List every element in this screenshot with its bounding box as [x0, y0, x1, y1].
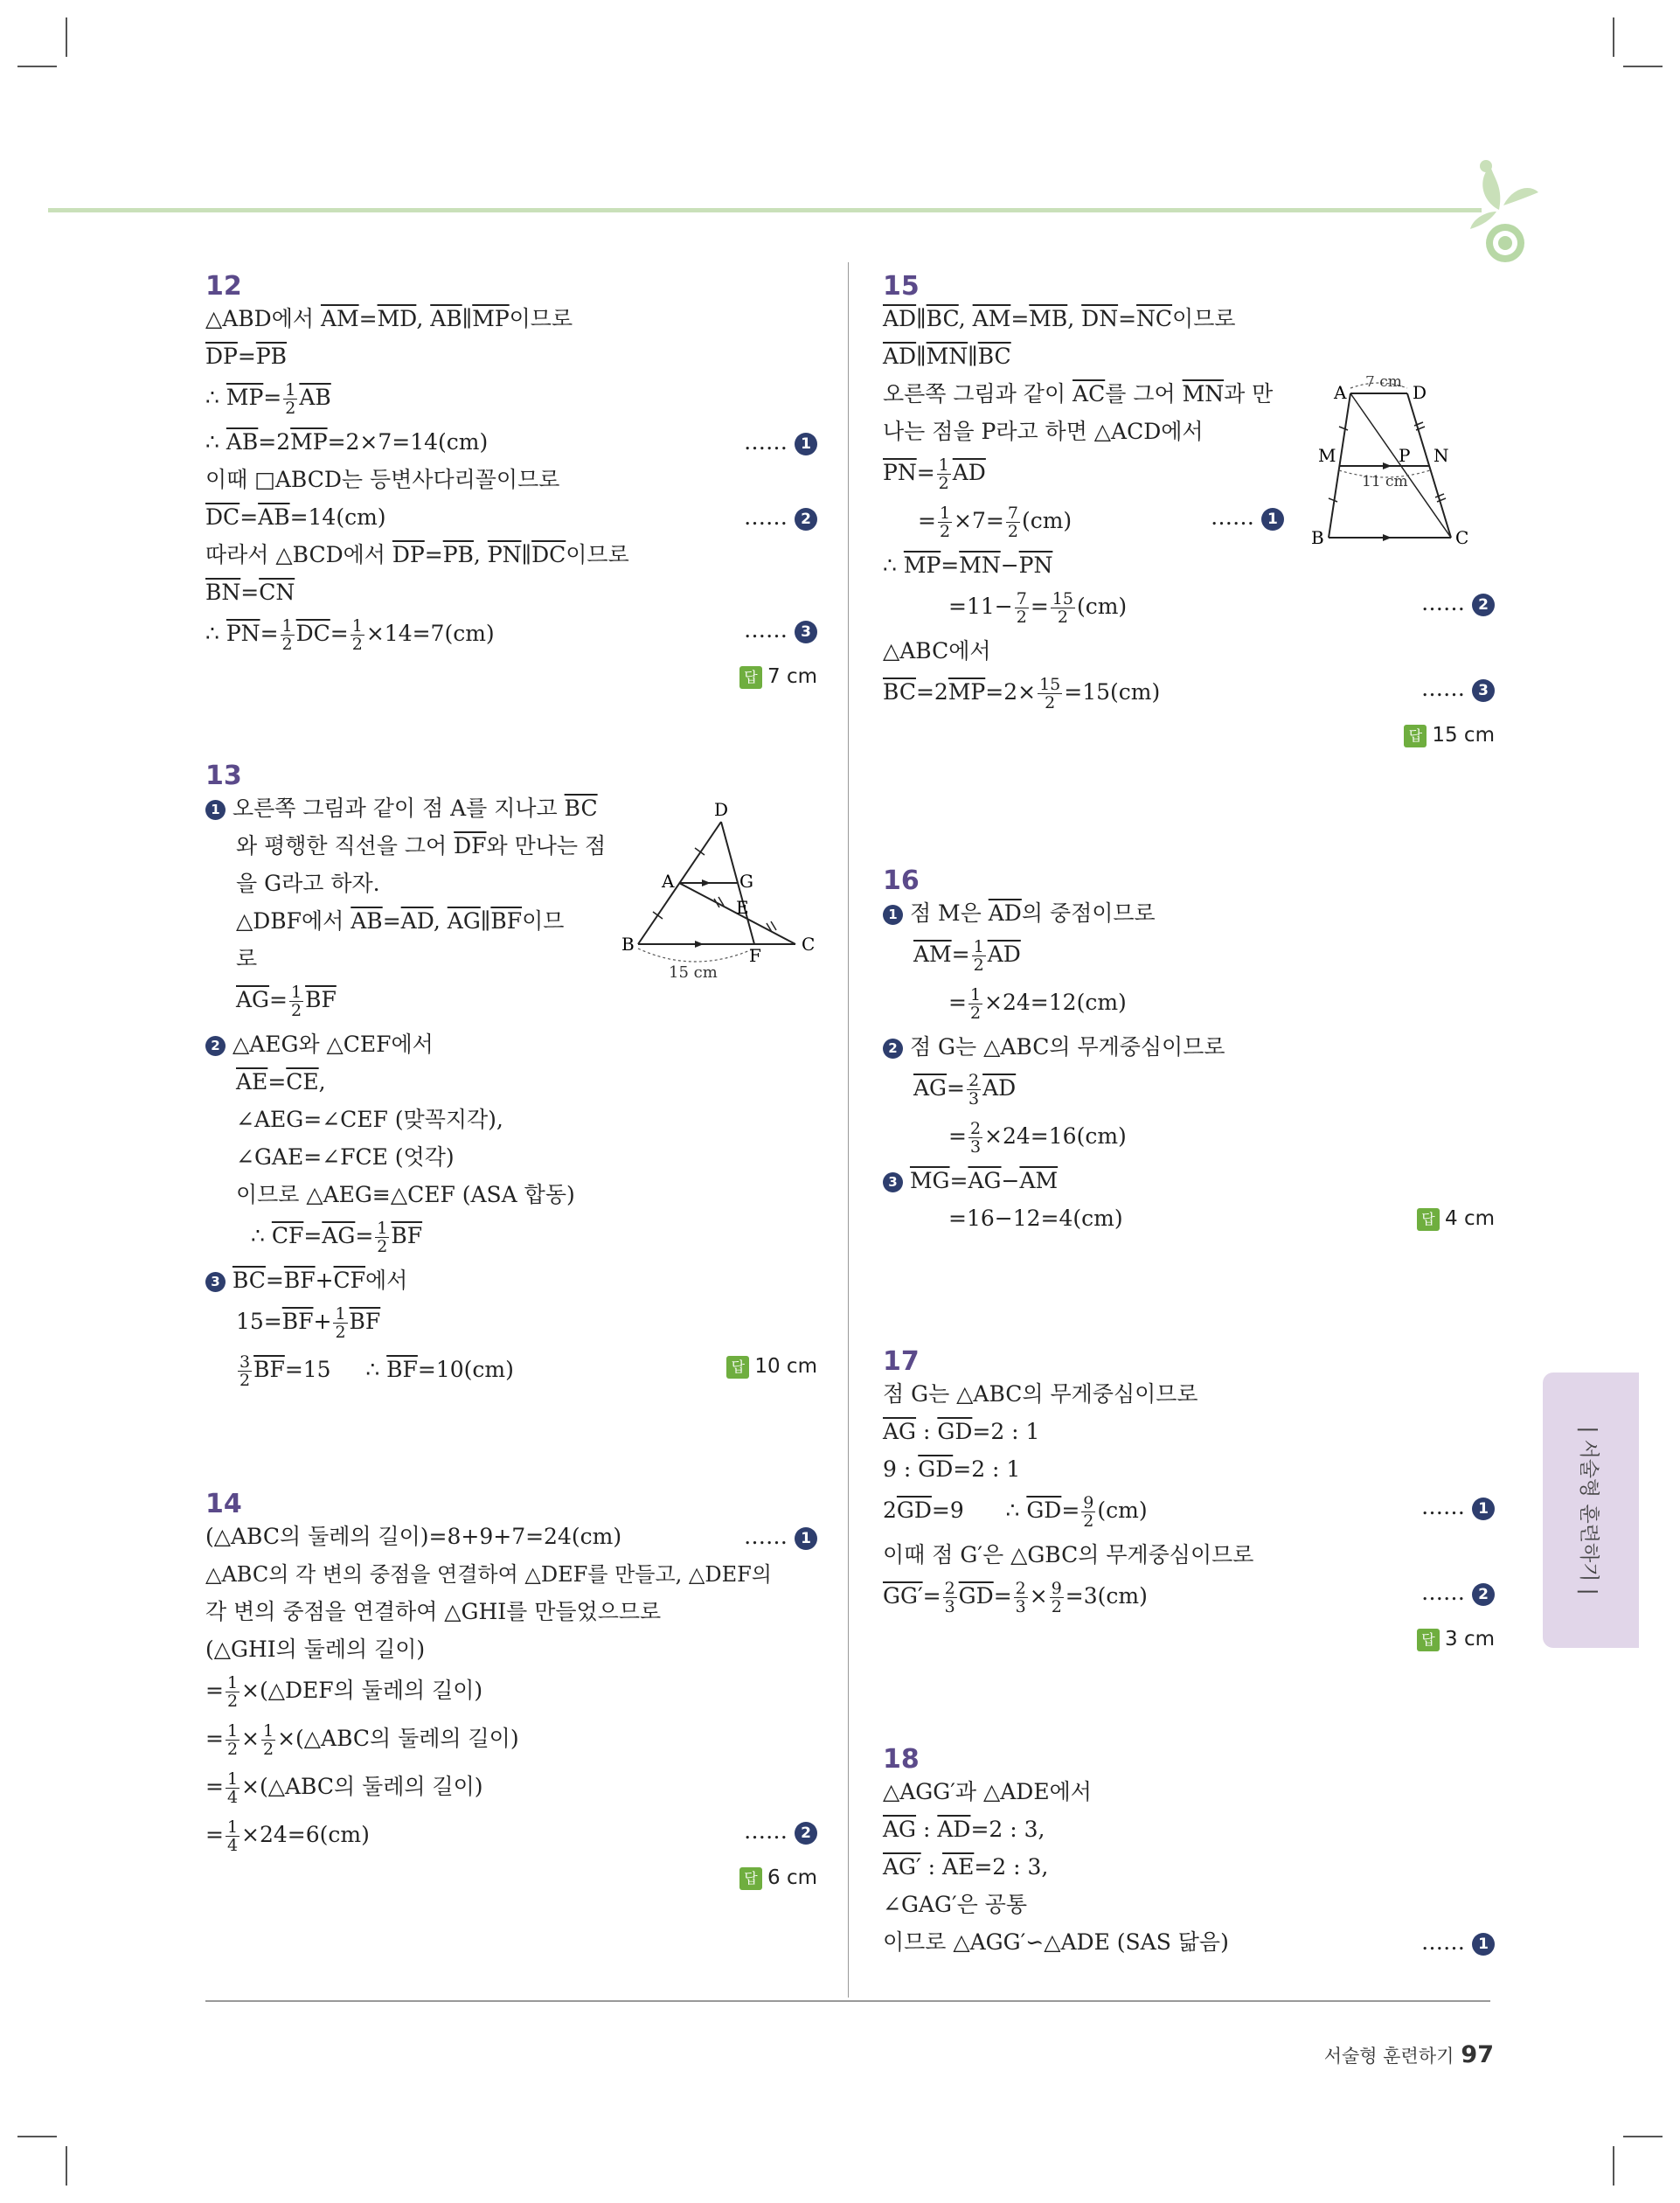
solution-line: $\overline{DP}=\overline{PB}$: [205, 344, 288, 369]
solution-line: $15=\overline{BF}+$ $\frac{1}{2}$ $\overline{BF}$: [236, 1304, 381, 1342]
solution-line: = $\frac{1}{2}$ ×24=12(cm): [948, 985, 1127, 1023]
vertex-label: G: [739, 871, 753, 892]
solution-line: $\frac{3}{2}$ $\overline{BF}=15$ ∴ $\overline{BF}=10(cm)$ 답 10 cm: [240, 1352, 817, 1390]
solution-line: $\overline{AD}\parallel\overline{BC}$, $\overline{AM}=\overline{MB}$, $\overline{DN}=\overline{NC}$이므로: [883, 306, 1236, 331]
vertex-label: B: [1311, 527, 1324, 548]
solution-line: 2 점 G는 △ABC의 무게중심이므로: [883, 1034, 1495, 1060]
problem-18: [883, 1744, 1495, 1967]
solution-line: $\overline{AM}=$ $\frac{1}{2}$ $\overline{AD}$: [913, 937, 1021, 975]
leaf-ornament-icon: [1451, 149, 1547, 271]
triangle-figure: [616, 800, 822, 992]
solution-line: 1 점 M은 $\overline{AD}$의 중점이므로: [883, 900, 1495, 927]
page-number: 97: [1461, 2041, 1494, 2068]
problem-number: 18: [883, 1744, 920, 1775]
answer-icon: 답: [739, 1867, 762, 1890]
solution-line: ∴ $\overline{CF}=\overline{AG}=$ $\frac{1}{2}$ $\overline{BF}$: [251, 1219, 423, 1256]
solution-line: = $\frac{1}{4}$ ×24=6(cm) …… 2: [205, 1818, 817, 1854]
vertex-label: D: [714, 800, 729, 820]
solution-line: = $\frac{1}{2}$ × $\frac{1}{2}$ ×(△ABC의 둘레의 길이): [205, 1721, 519, 1759]
answer: 답 3 cm: [883, 1628, 1495, 1651]
vertex-label: P: [1399, 445, 1411, 466]
solution-line: $\overline{BN}=\overline{CN}$: [205, 580, 295, 605]
answer-icon: 답: [739, 666, 762, 689]
trapezoid-figure: [1302, 376, 1512, 555]
length-label: 15 cm: [669, 963, 718, 982]
vertex-label: D: [1413, 382, 1427, 403]
problem-number: 12: [205, 271, 242, 302]
step-marker: …… 1: [744, 1524, 817, 1550]
solution-line: 1 오른쪽 그림과 같이 점 A를 지나고 $\overline{BC}$: [205, 796, 817, 822]
step-marker: …… 2: [1421, 1580, 1495, 1606]
solution-line: ∴ $\overline{AB}=2\overline{MP}=2\times 7=14(cm)$ …… 1: [205, 429, 817, 455]
problem-number: 13: [205, 761, 242, 791]
solution-line: △AGG′과 △ADE에서: [883, 1779, 1092, 1804]
solution-line: $\overline{AD}\parallel\overline{MN}\parallel\overline{BC}$: [883, 344, 1011, 369]
solution-line: 이므로 △AGG′∽△ADE (SAS 닮음) …… 1: [883, 1929, 1495, 1956]
solution-line: △ABD에서 $\overline{AM}=\overline{MD}$, $\overline{AB}\parallel\overline{MP}$이므로: [205, 306, 573, 331]
problem-12: [205, 271, 817, 689]
vertex-label: M: [1318, 445, 1336, 466]
page-footer: [1324, 2041, 1494, 2068]
solution-line: = $\frac{1}{4}$ ×(△ABC의 둘레의 길이): [205, 1769, 483, 1807]
solution-line: 로: [236, 946, 258, 971]
solution-line: 와 평행한 직선을 그어 $\overline{DF}$와 만나는 점: [236, 833, 607, 858]
vertex-label: N: [1434, 445, 1449, 466]
solution-line: $\overline{PN}=$ $\frac{1}{2}$ $\overline{AD}$: [883, 455, 986, 493]
solution-line: 점 G는 △ABC의 무게중심이므로: [883, 1381, 1198, 1407]
solution-line: △DBF에서 $\overline{AB}=\overline{AD}$, $\overline{AG}\parallel\overline{BF}$이므: [236, 908, 565, 934]
step-marker: …… 3: [744, 617, 817, 643]
side-tab-label: | 서술형 훈련하기 |: [1577, 1426, 1600, 1595]
problem-number: 15: [883, 271, 920, 302]
solution-line: ∴ $\overline{MP}=$ $\frac{1}{2}$ $\overline{AB}$: [205, 380, 331, 418]
solution-line: 3 $\overline{BC}=\overline{BF}+\overline{CF}$에서: [205, 1268, 817, 1294]
solution-line: 이때 □ABCD는 등변사다리꼴이므로: [205, 467, 560, 492]
solution-line: ∠AEG=∠CEF (맞꼭지각),: [236, 1107, 503, 1132]
vertex-label: A: [1334, 382, 1347, 403]
solution-line: 따라서 △BCD에서 $\overline{DP}=\overline{PB}$, $\overline{PN}\parallel\overline{DC}$이므로: [205, 542, 629, 567]
solution-line: 2 △AEG와 △CEF에서: [205, 1032, 817, 1058]
vertex-label: B: [621, 934, 635, 955]
solution-line: $\overline{AG}$ : $\overline{AD}=2$ : 3,: [883, 1817, 1045, 1842]
answer-icon: 답: [1417, 1629, 1440, 1651]
footer-title: 서술형 훈련하기: [1323, 2046, 1454, 2067]
problem-16: [883, 865, 1495, 1243]
vertex-label: C: [1455, 527, 1469, 548]
solution-line: =11− $\frac{7}{2}$ = $\frac{15}{2}$ (cm) …… 2: [883, 590, 1495, 626]
vertex-label: E: [736, 897, 749, 918]
solution-line: 각 변의 중점을 연결하여 △GHI를 만들었으므로: [205, 1599, 662, 1624]
solution-line: $\overline{AG}$ : $\overline{GD}=2$ : 1: [883, 1419, 1040, 1444]
solution-line: ∠GAG′은 공통: [883, 1892, 1028, 1917]
crop-mark: [66, 17, 67, 57]
solution-line: = $\frac{1}{2}$ ×(△DEF의 둘레의 길이): [205, 1673, 483, 1711]
fraction: $\frac{1}{2}$: [285, 380, 296, 418]
answer: 답 7 cm: [205, 665, 817, 689]
length-label: 11 cm: [1362, 473, 1408, 490]
step-marker: …… 1: [1421, 1494, 1495, 1520]
solution-line: =16−12=4(cm) 답 4 cm: [948, 1206, 1495, 1231]
problem-13: [205, 761, 817, 1401]
step-marker: …… 1: [1211, 504, 1284, 531]
vertex-label: A: [662, 871, 675, 892]
answer-icon: 답: [1417, 1208, 1440, 1231]
solution-line: ∴ $\overline{MP}=\overline{MN}-\overline{PN}$: [883, 552, 1053, 578]
crop-mark: [17, 66, 57, 67]
column-divider: [848, 262, 849, 1998]
problem-14: [205, 1489, 817, 1890]
vertex-label: C: [802, 934, 816, 955]
problem-17: [883, 1346, 1495, 1651]
solution-line: 오른쪽 그림과 같이 $\overline{AC}$를 그어 $\overline{MN}$과 만: [883, 381, 1274, 407]
solution-line: $2\overline{GD}=9$ ∴ $\overline{GD}=$ $\frac{9}{2}$ (cm) …… 1: [883, 1494, 1495, 1530]
step-marker: …… 1: [1421, 1929, 1495, 1956]
step-marker: …… 3: [1421, 676, 1495, 702]
crop-mark: [1623, 66, 1663, 67]
answer: 답 6 cm: [205, 1866, 817, 1890]
solution-line: (△GHI의 둘레의 길이): [205, 1637, 426, 1662]
solution-line: 9 : $\overline{GD}=2$ : 1: [883, 1456, 1021, 1482]
crop-mark: [1623, 2136, 1663, 2137]
solution-line: $\overline{BC}=2\overline{MP}=2\times$ $\frac{15}{2}$ =15(cm) …… 3: [883, 676, 1495, 712]
step-marker: …… 2: [744, 504, 817, 531]
header-rule: [48, 208, 1482, 212]
solution-line: = $\frac{2}{3}$ ×24=16(cm): [948, 1119, 1127, 1157]
solution-line: $\overline{AG}=$ $\frac{2}{3}$ $\overline{AD}$: [913, 1071, 1017, 1108]
solution-line: 나는 점을 P라고 하면 △ACD에서: [883, 419, 1204, 444]
crop-mark: [1613, 2146, 1614, 2186]
solution-line: $\overline{AE}=\overline{CE}$,: [236, 1069, 326, 1095]
solution-line: 3 $\overline{MG}=\overline{AG}-\overline{AM}$: [883, 1168, 1495, 1194]
problem-number: 16: [883, 865, 920, 896]
solution-line: $\overline{DC}=\overline{AB}=14(cm)$ …… 2: [205, 504, 817, 531]
length-label: 7 cm: [1365, 376, 1402, 391]
problem-number: 14: [205, 1489, 242, 1519]
crop-mark: [1613, 17, 1614, 57]
step-marker: …… 1: [744, 429, 817, 455]
solution-line: GG′= $\frac{2}{3}$ $\overline{GD}=$ $\frac{2}{3}$ × $\frac{9}{2}$ =3(cm) …… 2: [883, 1580, 1495, 1616]
solution-line: ∴ $\overline{PN}=$ $\frac{1}{2}$ $\overline{DC}=$ $\frac{1}{2}$ ×14=7(cm) …… 3: [205, 617, 817, 653]
solution-line: = $\frac{1}{2}$ ×7= $\frac{7}{2}$ (cm) …… 1: [883, 504, 1495, 540]
crop-mark: [66, 2146, 67, 2186]
footer-rule: [205, 2000, 1490, 2002]
crop-mark: [17, 2136, 57, 2137]
solution-line: △ABC의 각 변의 중점을 연결하여 △DEF를 만들고, △DEF의: [205, 1562, 772, 1587]
step-marker: …… 2: [744, 1818, 817, 1845]
solution-line: (△ABC의 둘레의 길이)=8+9+7=24(cm) …… 1: [205, 1524, 817, 1550]
chapter-side-tab: [1543, 1373, 1639, 1648]
answer: 답 4 cm: [1417, 1206, 1495, 1232]
vertex-label: F: [749, 945, 761, 966]
solution-line: 을 G라고 하자.: [236, 871, 380, 896]
solution-line: 이므로 △AEG≡△CEF (ASA 합동): [236, 1182, 575, 1207]
solution-line: 이때 점 G′은 △GBC의 무게중심이므로: [883, 1542, 1254, 1567]
answer-icon: 답: [1404, 725, 1427, 747]
step-marker: …… 2: [1421, 590, 1495, 616]
solution-line: △ABC에서: [883, 638, 991, 664]
answer-icon: 답: [726, 1356, 749, 1379]
answer: 답 10 cm: [726, 1353, 817, 1379]
solution-line: AG′ : $\overline{AE}=2$ : 3,: [883, 1854, 1049, 1880]
solution-line: ∠GAE=∠FCE (엇각): [236, 1144, 455, 1170]
problem-number: 17: [883, 1346, 920, 1377]
answer: 답 15 cm: [883, 724, 1495, 747]
solution-line: $\overline{AG}=$ $\frac{1}{2}$ $\overline{BF}$: [236, 983, 337, 1020]
problem-15: [883, 271, 1495, 747]
